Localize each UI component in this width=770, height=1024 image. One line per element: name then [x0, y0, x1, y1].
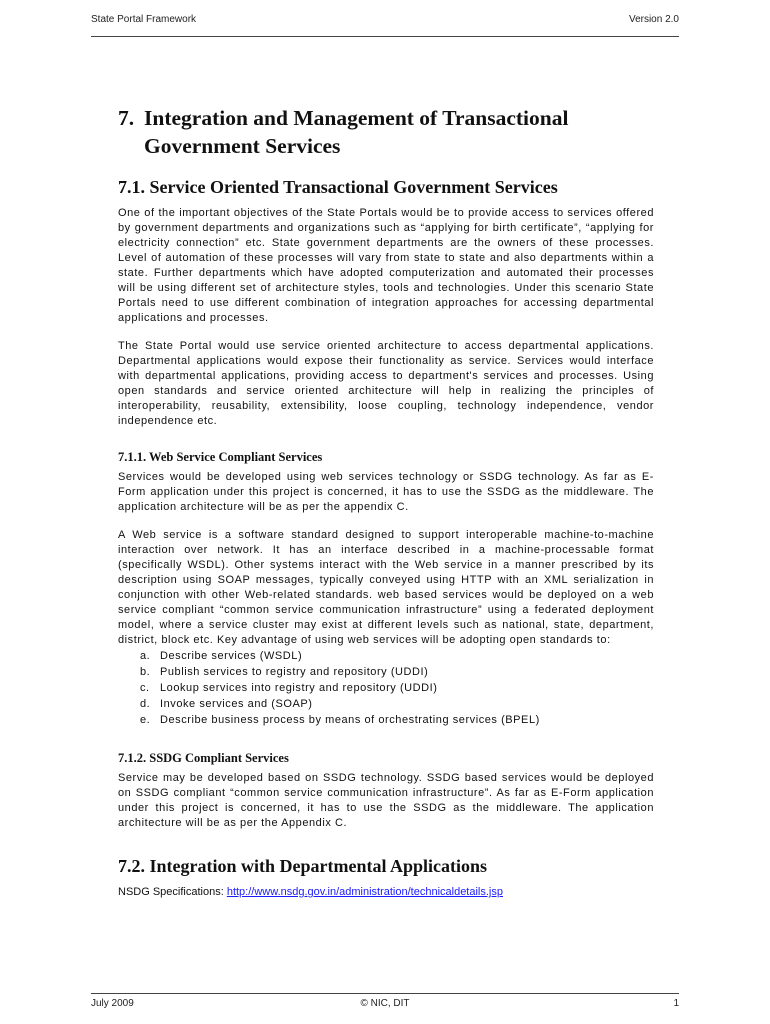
section-heading-7-1-2: 7.1.2. SSDG Compliant Services: [118, 751, 289, 765]
list-item: [140, 696, 654, 712]
chapter-number: 7.: [118, 106, 135, 130]
page-body: [118, 104, 654, 900]
chapter-title: [118, 104, 654, 160]
web-service-standards-list: [118, 648, 654, 728]
list-item: [140, 664, 654, 680]
list-item-text: Describe services (WSDL): [160, 650, 303, 662]
list-item-text: Lookup services into registry and repository (UDDI): [160, 682, 438, 694]
section-7-1-1-paragraph-1: Services would be developed using web services technology or SSDG technology. As far as E-Form application under this project is concerned, it has to use the SSDG as the middleware. The application architecture will be as per the appendix C.: [118, 471, 654, 513]
list-item-text: Invoke services and (SOAP): [160, 698, 313, 710]
list-item-text: Publish services to registry and repository (UDDI): [160, 666, 429, 678]
list-item: [140, 648, 654, 664]
header-version: Version 2.0: [628, 14, 679, 25]
page-header: [91, 12, 679, 32]
section-7-1-1-paragraph-2: A Web service is a software standard designed to support interoperable machine-to-machine interaction over network. It has an interface described in a machine-processable format (specifically WSDL). Other systems interact with the Web service in a manner prescribed by its description using SOAP messages, typically conveyed using HTTP with an XML serialization in conjunction with other Web-related standards. web based services would be deployed on a web service compliant “common service communication infrastructure” using a federated deployment model, where a service cluster may exist at different levels such as national, state, department, district, block etc. Key advantage of using web services will be adopting open standards to:: [118, 529, 654, 646]
section-7-1-paragraph-1: One of the important objectives of the State Portals would be to provide access to services offered by government departments and organizations such as “applying for birth certificate”, “applying for electricity connection” etc. State government departments are the owners of these processes. Level of automation of these processes will vary from state to state and also departments within a state. Further departments which have adopted computerization and automated their processes will be using different set of architecture styles, tools and technologies. Under this scenario State Portals need to use different combination of integration approaches for accessing departmental applications and processes.: [118, 207, 654, 324]
chapter-title-line2: Government Services: [144, 134, 341, 158]
footer-date: July 2009: [91, 998, 134, 1009]
list-item-text: Describe business process by means of orchestrating services (BPEL): [160, 714, 540, 726]
list-marker: a.: [140, 650, 151, 662]
chapter-title-line1: Integration and Management of Transactional: [144, 106, 569, 130]
section-heading-7-2: 7.2. Integration with Departmental Applications: [118, 856, 487, 876]
list-marker: d.: [140, 698, 151, 710]
header-divider: [91, 36, 679, 37]
nsdg-specifications: [118, 885, 654, 900]
list-marker: b.: [140, 666, 151, 678]
list-item: [140, 680, 654, 696]
section-7-1-2-paragraph-1: Service may be developed based on SSDG technology. SSDG based services would be deployed on SSDG compliant “common service communication infrastructure”. As far as E-Form application under this project is concerned, it has to use the SSDG as the middleware. The application architecture will be as per the Appendix C.: [118, 772, 654, 829]
footer-divider: [91, 993, 679, 994]
page-footer: [91, 998, 679, 1016]
footer-copyright: © NIC, DIT: [360, 998, 410, 1009]
list-item: [140, 712, 654, 728]
list-marker: e.: [140, 714, 151, 726]
nsdg-specifications-link[interactable]: http://www.nsdg.gov.in/administration/technicaldetails.jsp: [226, 886, 503, 898]
nsdg-specifications-label: NSDG Specifications:: [118, 886, 227, 898]
section-7-1-paragraph-2: The State Portal would use service oriented architecture to access departmental applications. Departmental applications would expose their functionality as service. Services would interface with departmental applications, providing access to department's services and processes. Using open standards and service oriented architecture will help in realizing the principles of interoperability, reusability, extensibility, loose coupling, technology independence, vendor independence etc.: [118, 340, 654, 427]
section-heading-7-1-1: 7.1.1. Web Service Compliant Services: [118, 450, 323, 464]
list-marker: c.: [140, 682, 150, 694]
page-number: 1: [673, 998, 679, 1009]
section-heading-7-1: 7.1. Service Oriented Transactional Government Services: [118, 177, 558, 197]
header-title: State Portal Framework: [91, 14, 197, 25]
